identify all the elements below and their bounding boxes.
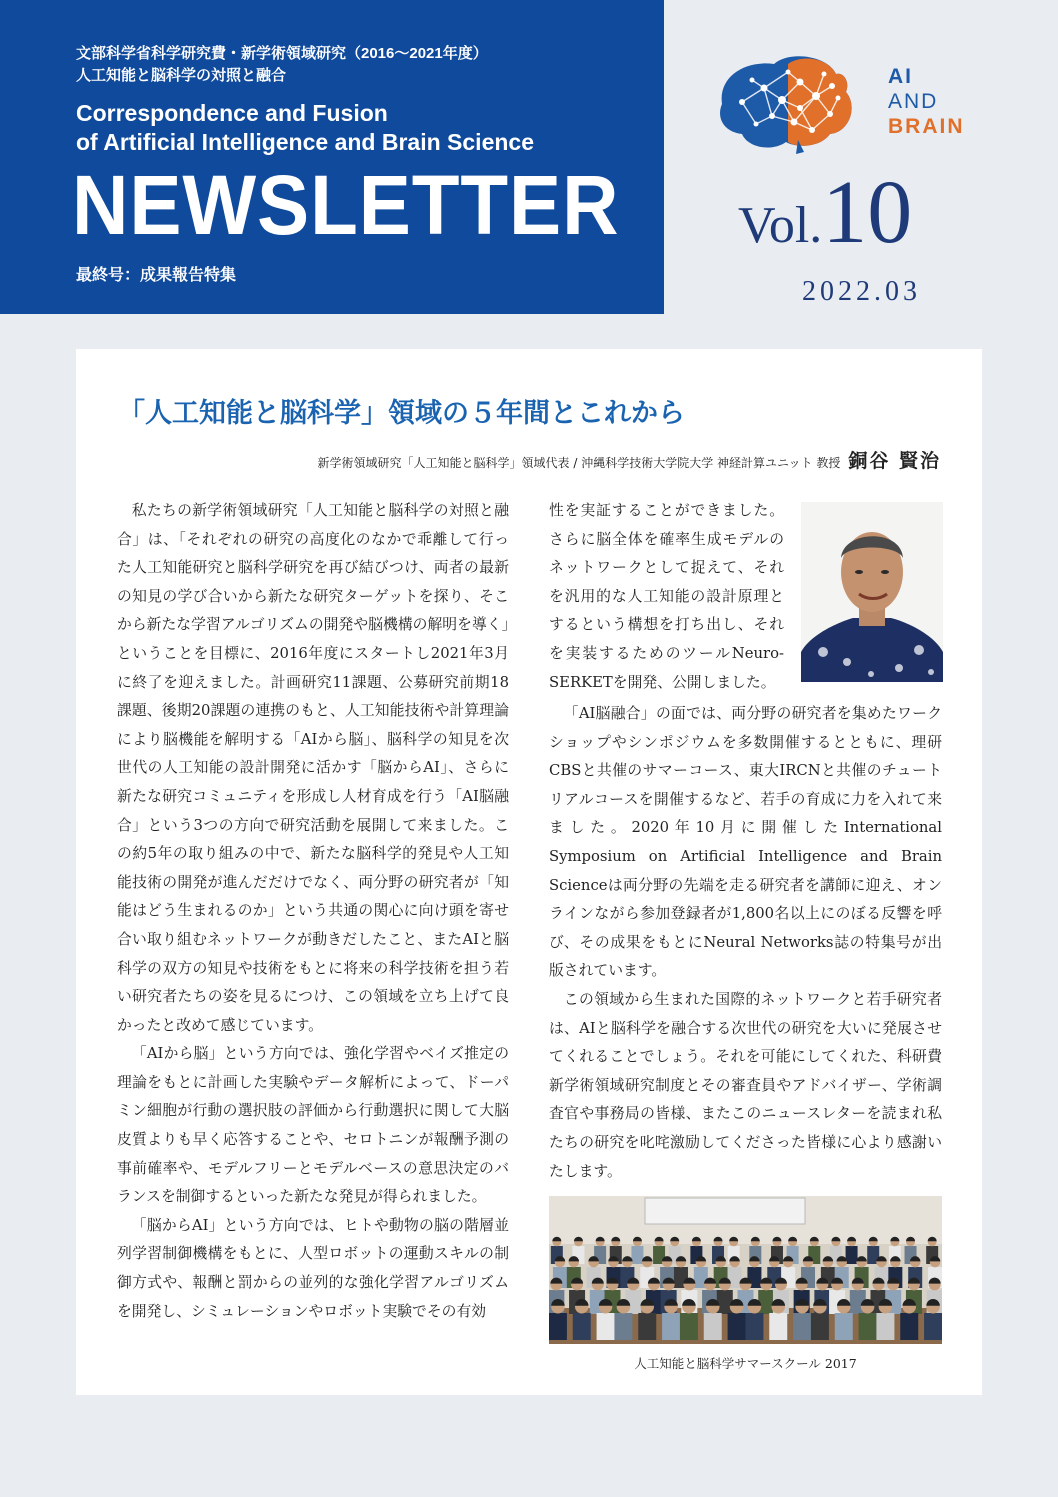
paragraph: 「脳からAI」という方向では、ヒトや動物の脳の階層並列学習制御機構をもとに、人型ロボットの運動スキルの制御方式や、報酬と罰からの並列的な強化学習アルゴリズムを開発し、シミュレーションやロボット実験でその有効	[117, 1216, 509, 1320]
grant-line: 文部科学省科学研究費・新学術領域研究（2016～2021年度）	[76, 45, 488, 62]
article-title: 「人工知能と脳科学」領域の５年間とこれから	[118, 398, 685, 429]
volume-number	[738, 163, 913, 262]
summer-school-group-photo	[549, 1196, 942, 1344]
project-title-en-line1: Correspondence and Fusion	[76, 100, 388, 126]
project-title-jp: 人工知能と脳科学の対照と融合	[76, 67, 287, 84]
article-column-left	[117, 497, 509, 1326]
newsletter-wordmark: NEWSLETTER	[72, 158, 620, 252]
author-byline	[318, 446, 941, 473]
logo-and: AND	[888, 90, 939, 113]
paragraph: 私たちの新学術領域研究「人工知能と脳科学の対照と融合」は、「それぞれの研究の高度化のなかで乖離して行った人工知能研究と脳科学研究を再び結びつけ、両者の最新の知見の学び合いから新たな研究ターゲットを探り、そこから新たな学習アルゴリズムの開発や脳機構の解明を導く」ということを目標に、2016年度にスタートし2021年3月に終了を迎えました。計画研究11課題、公募研究前期18課題、後期20課題の連携のもと、人工知能技術や計算理論により脳機能を解明する「AIから脳」、脳科学の知見を次世代の人工知能の設計開発に活かす「脳からAI」、さらに新たな研究コミュニティを形成し人材育成を行う「AI脳融合」という3つの方向で研究活動を展開して来ました。この約5年の取り組みの中で、新たな脳科学的発見や人工知能技術の開発が進んだだけでなく、両分野の研究者が「知能はどう生まれるのか」という共通の関心に向け頭を寄せ合い取り組むネットワークが動きだしたこと、またAIと脳科学の双方の知見や技術をもとに将来の科学技術を担う若い研究者たちの姿を見るにつけ、この領域を立ち上げて良かったと改めて感じています。	[117, 502, 509, 1034]
issue-subtitle: 最終号：成果報告特集	[76, 267, 237, 284]
article-column-right	[549, 700, 942, 1186]
logo-ai: AI	[888, 65, 913, 88]
paragraph-continued: 性を実証することができました。さらに脳全体を確率生成モデルのネットワークとして捉えて、それを汎用的な人工知能の設計原理とするという構想を打ち出し、それを実装するためのツールNeuro-SERKETを開発、公開しました。	[549, 502, 784, 691]
paragraph: この領域から生まれた国際的ネットワークと若手研究者は、AIと脳科学を融合する次世代の研究を大いに発展させてくれることでしょう。それを可能にしてくれた、科研費新学術領域研究制度とその審査員やアドバイザー、学術調査官や事務局の皆様、またこのニュースレターを読まれ私たちの研究を叱咤激励してくださった皆様に心より感謝いたします。	[549, 990, 942, 1180]
logo-brain: BRAIN	[888, 115, 965, 138]
paragraph: 「AIから脳」という方向では、強化学習やベイズ推定の理論をもとに計画した実験やデータ解析によって、ドーパミン細胞が行動の選択肢の評価から行動選択に関して大脳皮質よりも早く応答することや、セロトニンが報酬予測の事前確率や、モデルフリーとモデルベースの意思決定のバランスを制御するといった新たな発見が得られました。	[117, 1045, 509, 1206]
issue-date: 2022.03	[802, 276, 921, 307]
author-affiliation: 新学術領域研究「人工知能と脳科学」領域代表 / 沖縄科学技術大学院大学 神経計算ユニット 教授	[317, 456, 841, 470]
volume-value: 10	[822, 163, 913, 262]
masthead	[0, 0, 664, 314]
project-title-en-line2: of Artificial Intelligence and Brain Science	[76, 129, 534, 155]
paragraph: 「AI脳融合」の面では、両分野の研究者を集めたワークショップやシンポジウムを多数開催するとともに、理研CBSと共催のサマーコース、東大IRCNと共催のチュートリアルコースを開催するなど、若手の育成に力を入れて来ました。2020年10月に開催したInternational Symposium on Artificial Intelligence and Brain Scienceは両分野の先端を走る研究者を講師に迎え、オンラインながら参加登録者が1,800名以上にのぼる反響を呼び、その成果をもとにNeural Networks誌の特集号が出版されています。	[549, 705, 942, 980]
author-portrait	[801, 502, 943, 682]
article-column-right-top	[549, 497, 784, 697]
logo-wordmark	[888, 64, 965, 139]
volume-label: Vol.	[738, 197, 823, 254]
author-name: 銅谷 賢治	[848, 450, 941, 472]
photo-caption: 人工知能と脳科学サマースクール 2017	[634, 1356, 857, 1371]
